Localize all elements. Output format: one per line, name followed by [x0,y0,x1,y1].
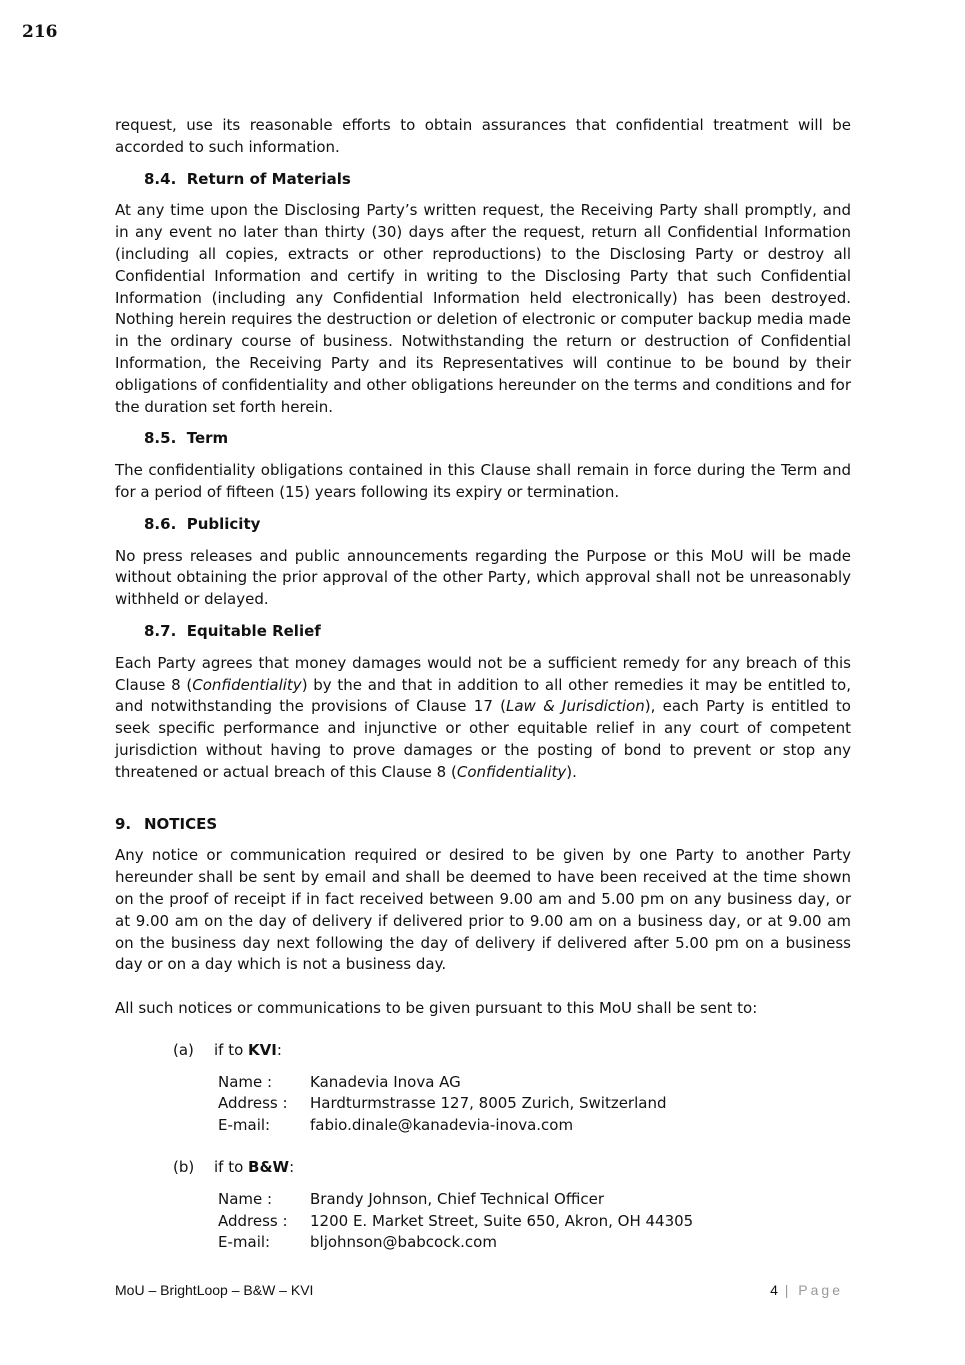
party-name: B&W [248,1158,290,1177]
section-9-heading [115,814,851,836]
field-label: E-mail: [218,1116,271,1135]
text-run: ) by the and that in addition to all other remedies it may be entitled to, and notwithstanding the provisions of Clause 17 ( [115,675,851,716]
field-label: Name : [218,1189,273,1208]
footer-page-number [770,1282,843,1298]
section-title: NOTICES [144,814,218,833]
section-9-notice-intro: All such notices or communications to be given pursuant to this MoU shall be sent to: [115,999,758,1018]
field-value: fabio.dinale@kanadevia-inova.com [310,1116,574,1135]
text-run: ), each Party is entitled to seek specific performance and injunctive or other equitable relief in any court of competent jurisdiction without having to prove damages or the posting of bond to prevent or stop any threatened or actual breach of this Clause 8 ( [115,697,851,781]
italic-text: Confidentiality [192,675,302,694]
page-separator: | [777,1282,799,1298]
page-stamp-number: 216 [22,22,58,42]
section-8-4-heading: 8.4. Return of Materials [144,169,351,188]
list-label: (a) [173,1040,194,1059]
text-run: Each Party agrees that money damages would not be a sufficient remedy for any breach of this Clause 8 ( [115,653,851,694]
text-run: if to [214,1040,249,1059]
field-label: Address : [218,1094,288,1113]
section-8-7-body [115,653,851,784]
email-row [218,1232,851,1254]
text-run: : [276,1040,282,1059]
field-value: Brandy Johnson, Chief Technical Officer [310,1189,604,1208]
intro-paragraph: request, use its reasonable efforts to obtain assurances that confidential treatment will be accorded to such information. [115,116,851,156]
section-8-5-heading: 8.5. Term [144,429,229,448]
italic-text: Law & Jurisdiction [506,697,645,716]
field-value: Hardturmstrasse 127, 8005 Zurich, Switzerland [310,1094,667,1113]
document-body [115,115,851,1254]
list-label: (b) [173,1158,195,1177]
field-value: bljohnson@babcock.com [310,1233,497,1252]
party-b-heading [173,1157,851,1179]
email-row [218,1115,851,1137]
text-run: if to [214,1158,249,1177]
text-run: : [289,1158,295,1177]
footer-document-title: MoU – BrightLoop – B&W – KVI [115,1282,314,1298]
section-8-4-body: At any time upon the Disclosing Party’s written request, the Receiving Party shall promptly, and in any event no later than thirty (30) days after the request, return all Confidential Information (including all copies, extracts or other reproductions) to the Disclosing Party or destroy all Confidential Information and certify in writing to the Disclosing Party that such Confidential Information (including any Confidential Information held electronically) has been destroyed. Nothing herein requires the destruction or deletion of electronic or computer backup media made in the ordinary course of business. Notwithstanding the return or destruction of Confidential Information, the Receiving Party and its Representatives will continue to be bound by their obligations of confidentiality and other obligations hereunder on the terms and conditions and for the duration set forth herein. [115,201,851,416]
field-value: 1200 E. Market Street, Suite 650, Akron, OH 44305 [310,1211,694,1230]
section-8-6-body: No press releases and public announcements regarding the Purpose or this MoU will be made without obtaining the prior approval of the other Party, which approval shall not be unreasonably withheld or delayed. [115,546,851,609]
section-8-7-heading: 8.7. Equitable Relief [144,621,321,640]
address-row [218,1211,851,1233]
name-row [218,1072,851,1094]
party-a-address-block [218,1072,851,1137]
page-word: Page [798,1282,843,1298]
party-b-address-block [218,1189,851,1254]
address-row [218,1093,851,1115]
page-number: 4 [770,1282,778,1298]
italic-text: Confidentiality [456,762,567,781]
field-label: E-mail: [218,1233,271,1252]
field-value: Kanadevia Inova AG [310,1072,461,1091]
section-9-body: Any notice or communication required or desired to be given by one Party to another Party hereunder shall be sent by email and shall be deemed to have been received at the time shown on the proof of receipt if in fact received between 9.00 am and 5.00 pm on any business day, or at 9.00 am on the day of delivery if delivered prior to 9.00 am on a business day, or at 9.00 am on the business day next following the day of delivery if delivered after 5.00 pm on a business day or on a day which is not a business day. [115,846,851,974]
section-8-6-heading: 8.6. Publicity [144,514,261,533]
section-8-5-body: The confidentiality obligations contained in this Clause shall remain in force during the Term and for a period of fifteen (15) years following its expiry or termination. [115,461,851,501]
text-run: ). [566,762,577,781]
field-label: Name : [218,1072,273,1091]
name-row [218,1189,851,1211]
party-a-heading [173,1040,851,1062]
field-label: Address : [218,1211,288,1230]
party-name: KVI [248,1040,277,1059]
section-number: 9. [115,814,132,833]
